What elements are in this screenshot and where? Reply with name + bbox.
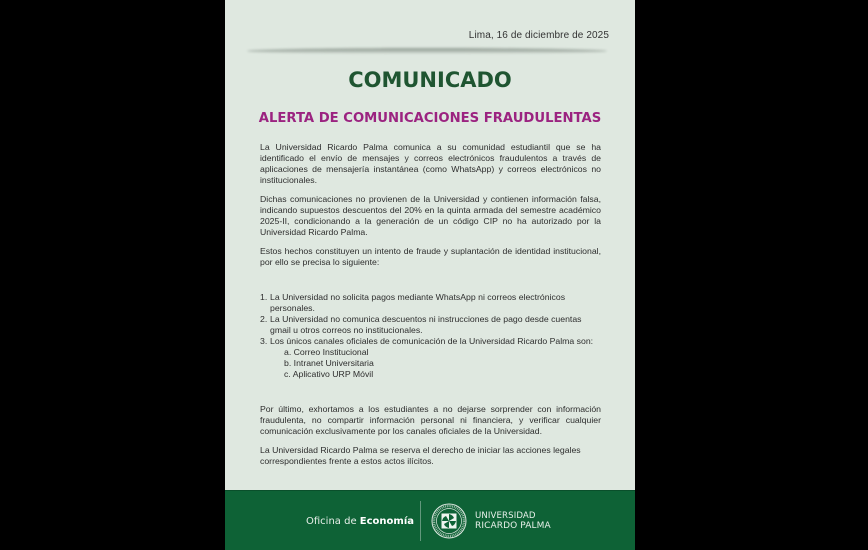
list-item xyxy=(260,314,601,336)
list-item xyxy=(260,292,601,314)
footer-separator xyxy=(420,501,421,541)
sublist-item: b. Intranet Universitaria xyxy=(284,358,374,368)
list-text: La Universidad no solicita pagos mediante WhatsApp ni correos electrónicos personales. xyxy=(270,292,566,313)
university-line-2: RICARDO PALMA xyxy=(475,521,551,531)
alert-subtitle: ALERTA DE COMUNICACIONES FRAUDULENTAS xyxy=(258,111,602,126)
office-prefix: Oficina de xyxy=(306,516,360,527)
paragraph: Dichas comunicaciones no provienen de la Universidad y contienen información falsa, indicando supuestos descuentos del 20% en la quinta armada del semestre académico 2025-II, condicionando a la generación de un código CIP no ha autorizado por la Universidad Ricardo Palma. xyxy=(260,194,601,237)
footer-band xyxy=(225,490,635,550)
numbered-list xyxy=(260,292,601,380)
university-seal-icon xyxy=(431,503,467,539)
paragraph: Estos hechos constituyen un intento de fraude y suplantación de identidad institucional, por ello se precisa lo siguiente: xyxy=(260,246,601,267)
office-label xyxy=(306,516,414,527)
list-item xyxy=(260,336,601,380)
list-text: Los únicos canales oficiales de comunicación de la Universidad Ricardo Palma son: xyxy=(270,336,594,346)
university-line-1: UNIVERSIDAD xyxy=(475,511,536,521)
list-text: La Universidad no comunica descuentos ni instrucciones de pago desde cuentas gmail u otros correos no institucionales. xyxy=(270,314,582,335)
announcement-page xyxy=(225,0,635,550)
list-number: 2. xyxy=(260,314,268,324)
paragraph: La Universidad Ricardo Palma comunica a su comunidad estudiantil que se ha identificado el envío de mensajes y correos electrónicos fraudulentos a través de aplicaciones de mensajería instantánea (como WhatsApp) y correos electrónicos no institucionales. xyxy=(260,142,601,185)
document-date: Lima, 16 de diciembre de 2025 xyxy=(468,30,609,41)
list-number: 3. xyxy=(260,336,268,346)
closing-section xyxy=(260,404,601,467)
channels-sublist xyxy=(270,347,601,380)
paragraph: Por último, exhortamos a los estudiantes a no dejarse sorprender con información fraudulenta, no compartir información personal ni financiera, y verificar cualquier comunicación exclusivamente por los canales oficiales de la Universidad. xyxy=(260,404,601,436)
list-number: 1. xyxy=(260,292,268,302)
university-wordmark xyxy=(475,511,551,531)
sublist-item: a. Correo Institucional xyxy=(284,347,369,357)
page-title: COMUNICADO xyxy=(348,68,512,92)
paragraph: La Universidad Ricardo Palma se reserva el derecho de iniciar las acciones legales correspondientes frente a estos actos ilícitos. xyxy=(260,445,581,466)
sublist-item: c. Aplicativo URP Móvil xyxy=(284,369,374,379)
announcement-body xyxy=(260,142,601,475)
office-name: Economía xyxy=(359,516,414,527)
shadow-divider xyxy=(247,48,607,54)
